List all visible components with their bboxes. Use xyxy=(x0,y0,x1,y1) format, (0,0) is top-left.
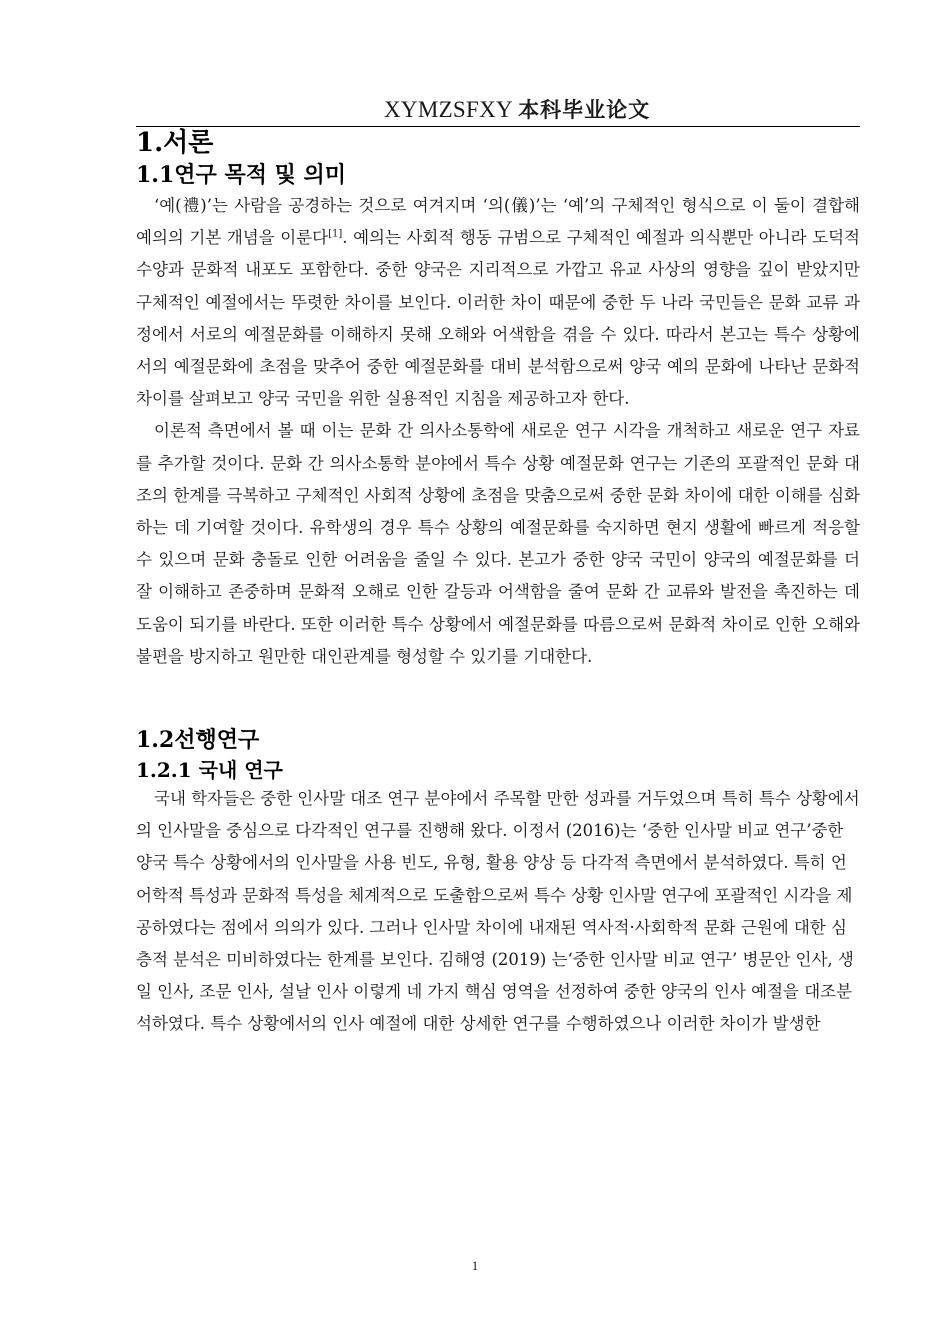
paragraph-1-1-a-text: ‘예(禮)’는 사람을 공경하는 것으로 여겨지며 ‘의(儀)’는 ‘예’의 구체적인 형식으로 이 둘이 결합해 예의의 기본 개념을 이룬다 xyxy=(136,196,860,248)
section-1-2-1-heading: 1.2.1 국내 연구 xyxy=(136,758,283,783)
paragraph-1-2-1: 국내 학자들은 중한 인사말 대조 연구 분야에서 주목할 만한 성과를 거두었으며 특히 특수 상황에서의 인사말을 중심으로 다각적인 연구를 진행해 왔다. 이정서 (2016)는 ‘중한 인사말 비교 연구’중한 양국 특수 상황에서의 인사말을 사용 빈도, 유형, 활용 양상 등 다각적 측면에서 분석하였다. 특히 언어학적 특성과 문화적 특성을 체계적으로 도출함으로써 특수 상황 인사말 연구에 포괄적인 시각을 제공하였다는 점에서 의의가 있다. 그러나 인사말 차이에 내재된 역사적·사회학적 문화 근원에 대한 심층적 분석은 미비하였다는 한계를 보인다. 김해영 (2019) 는‘중한 인사말 비교 연구’ 병문안 인사, 생일 인사, 조문 인사, 설날 인사 이렇게 네 가지 핵심 영역을 선정하여 중한 양국의 인사 예절을 대조분석하였다. 특수 상황에서의 인사 예절에 대한 상세한 연구를 수행하였으나 이러한 차이가 발생한 xyxy=(136,789,860,1034)
section-gap xyxy=(136,673,860,725)
paragraph-1-1-a xyxy=(136,190,860,415)
page-number: 1 xyxy=(471,1258,479,1273)
header-latin: XYMZSFXY xyxy=(384,97,513,122)
paragraph-1-1-a-text-2: . 예의는 사회적 행동 규범으로 구체적인 예절과 의식뿐만 아니라 도덕적 수양과 문화적 내포도 포함한다. 중한 양국은 지리적으로 가깝고 유교 사상의 영향을 깊이 받았지만 구체적인 예절에서는 뚜렷한 차이를 보인다. 이러한 차이 때문에 중한 두 나라 국민들은 문화 교류 과정에서 서로의 예절문화를 이해하지 못해 오해와 어색함을 겪을 수 있다. 따라서 본고는 특수 상황에서의 예절문화에 초점을 맞추어 중한 예절문화를 대비 분석함으로써 양국 예의 문화에 나타난 문화적 차이를 살펴보고 양국 국민을 위한 실용적인 지침을 제공하고자 한다. xyxy=(136,228,860,409)
header-cjk: 本科毕业论文 xyxy=(518,98,651,122)
running-header-text xyxy=(384,94,650,124)
citation-ref: [1] xyxy=(328,228,343,240)
section-1-2-heading: 1.2선행연구 xyxy=(136,727,260,754)
page-body xyxy=(136,126,860,1041)
paragraph-1-1-b: 이론적 측면에서 볼 때 이는 문화 간 의사소통학에 새로운 연구 시각을 개척하고 새로운 연구 자료를 추가할 것이다. 문화 간 의사소통학 분야에서 특수 상황 예절문화 연구는 기존의 포괄적인 문화 대조의 한계를 극복하고 구체적인 사회적 상황에 초점을 맞춤으로써 중한 문화 차이에 대한 이해를 심화하는 데 기여할 것이다. 유학생의 경우 특수 상황의 예절문화를 숙지하면 현지 생활에 빠르게 적응할 수 있으며 문화 충돌로 인한 어려움을 줄일 수 있다. 본고가 중한 양국 국민이 양국의 예절문화를 더 잘 이해하고 존중하며 문화적 오해로 인한 갈등과 어색함을 줄여 문화 간 교류와 발전을 촉진하는 데 도움이 되기를 바란다. 또한 이러한 특수 상황에서 예절문화를 따름으로써 문화적 차이로 인한 오해와 불편을 방지하고 원만한 대인관계를 형성할 수 있기를 기대한다. xyxy=(136,421,860,666)
section-1-1-heading: 1.1연구 목적 및 의미 xyxy=(136,162,347,188)
running-header xyxy=(136,92,860,127)
section-1-heading: 1.서론 xyxy=(136,128,214,158)
